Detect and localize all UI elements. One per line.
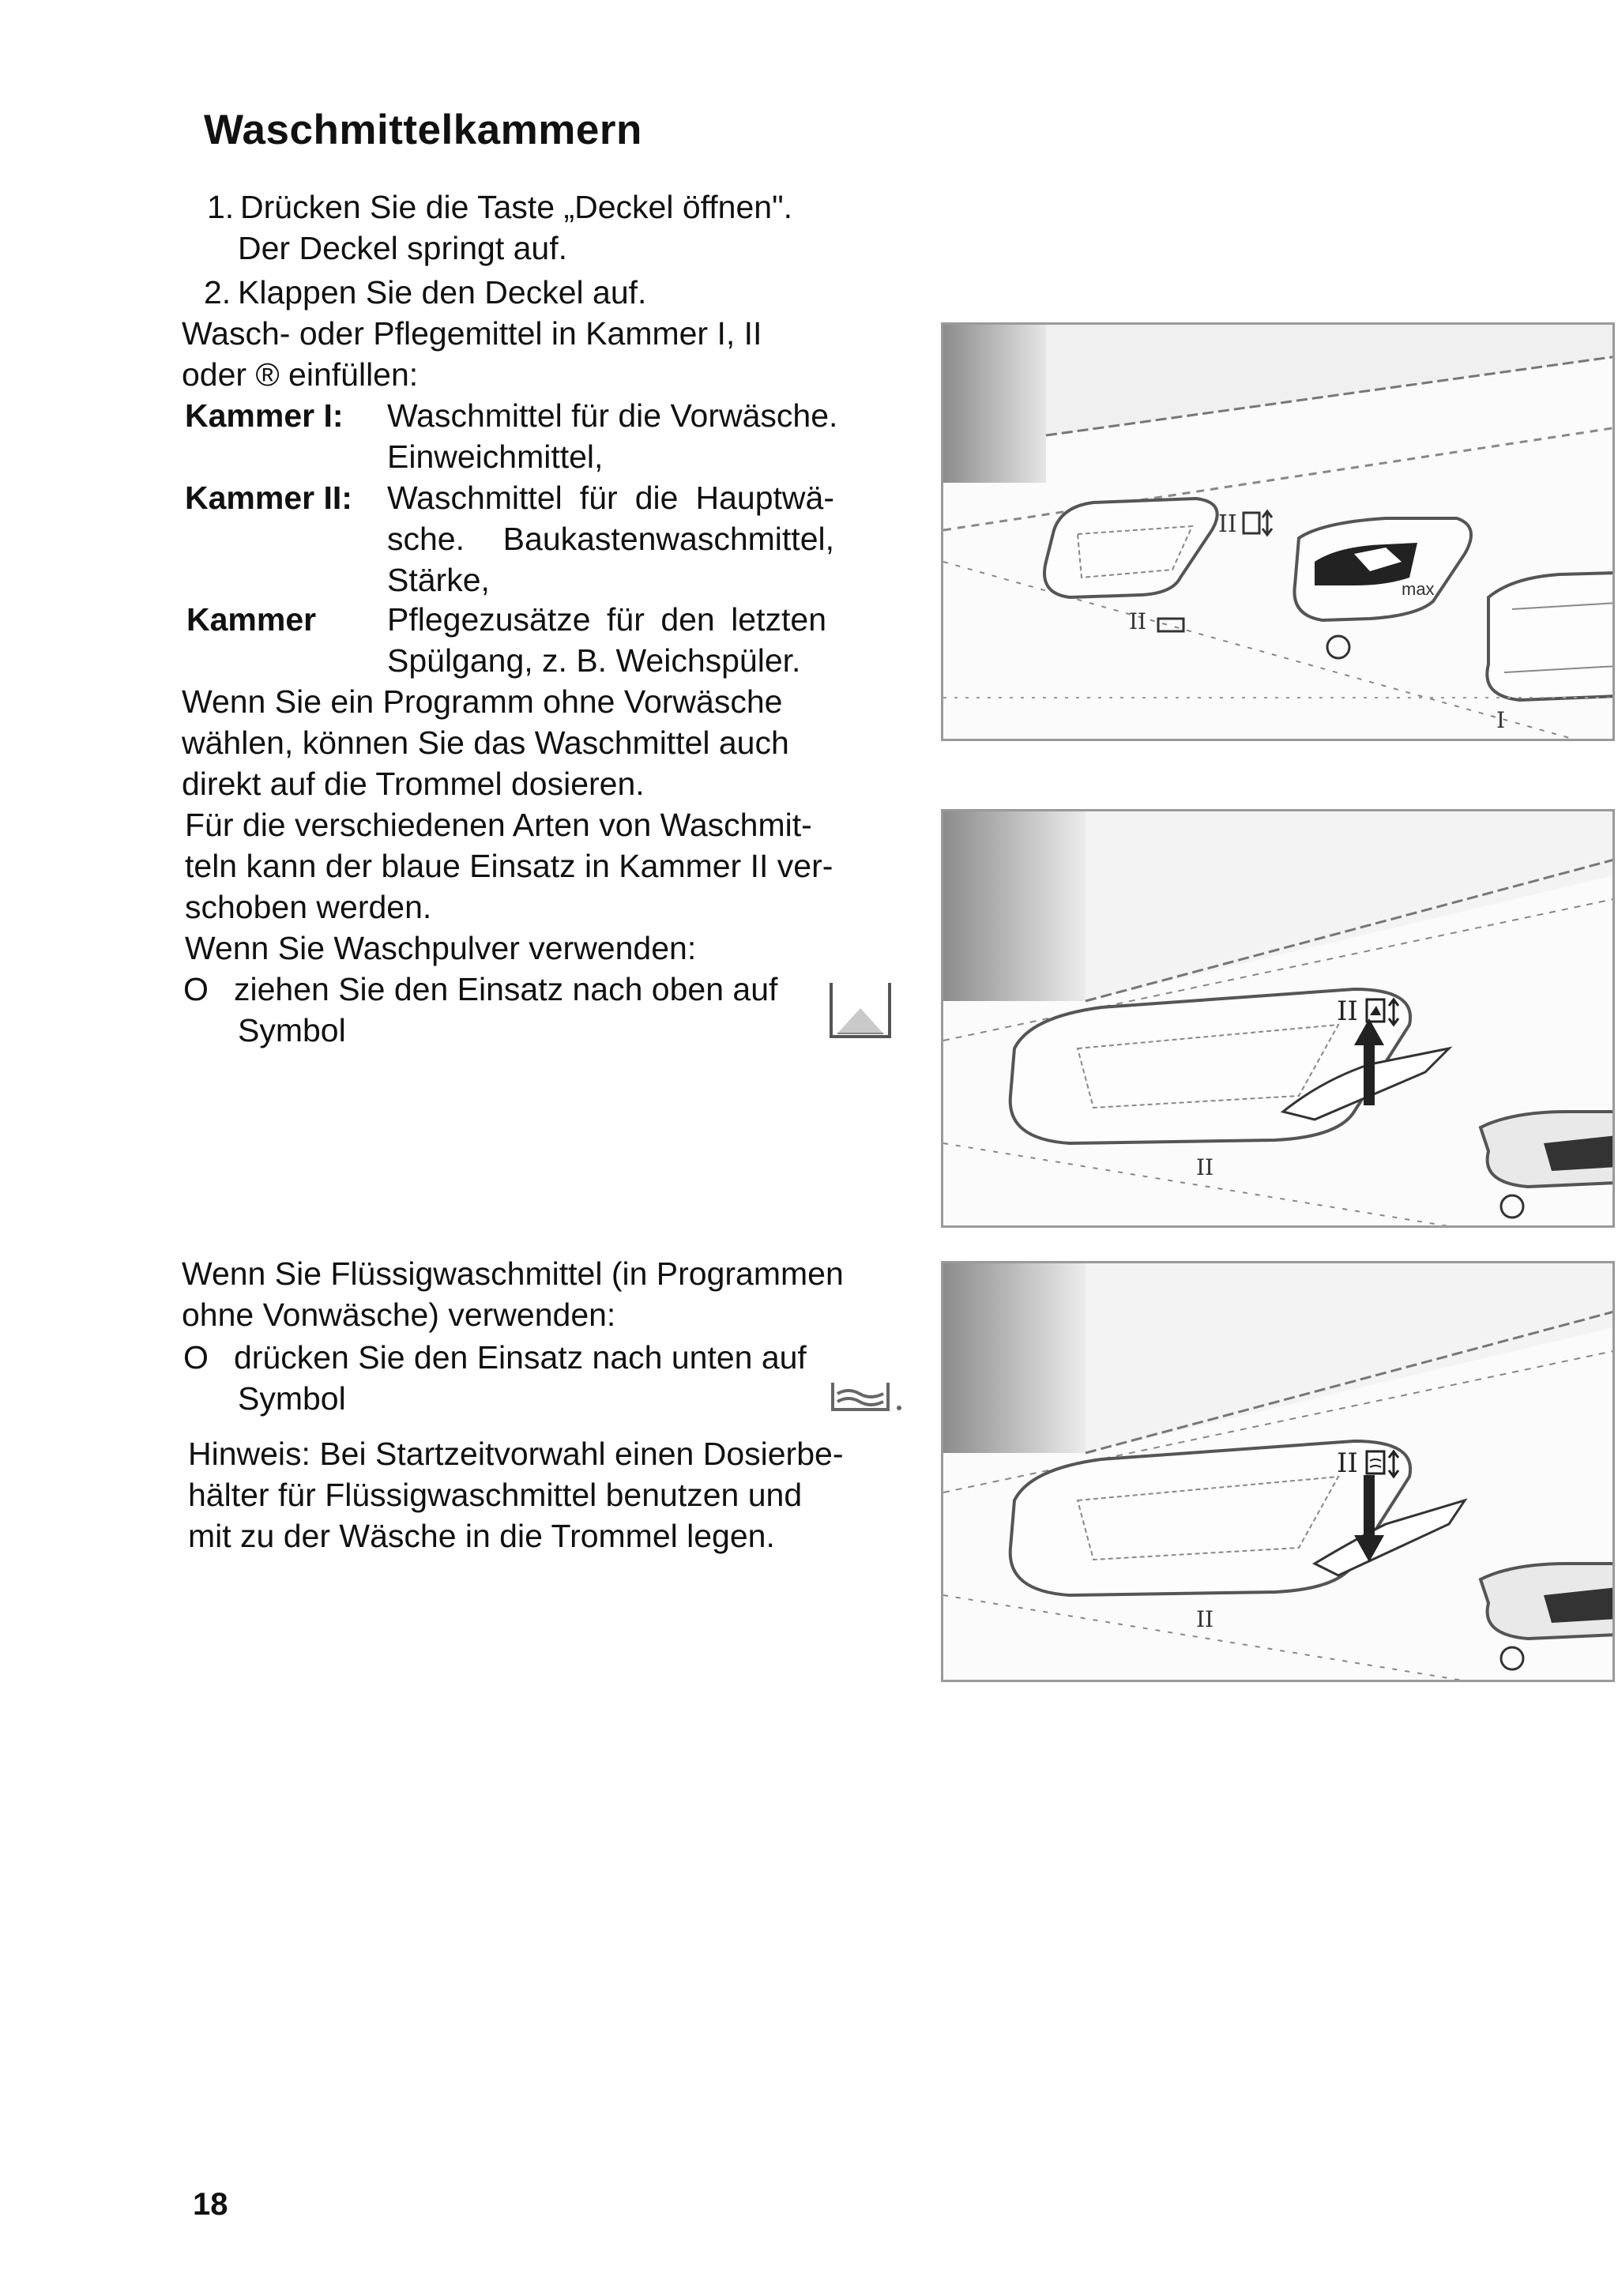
svg-text:II: II: [1196, 1154, 1214, 1180]
chamber-3-line-1: Pflegezusätze für den letzten: [387, 601, 826, 638]
chamber-1-label: Kammer I:: [185, 397, 344, 434]
powder-symbol-icon: [826, 978, 894, 1041]
step-2-line-1: Klappen Sie den Deckel auf.: [238, 274, 647, 311]
no-prewash-line-1: Wenn Sie ein Programm ohne Vorwäsche: [182, 683, 783, 720]
liquid-line-1: drücken Sie den Einsatz nach unten auf: [234, 1339, 807, 1376]
intro-line-1: Wasch- oder Pflegemittel in Kammer I, II: [182, 315, 762, 352]
chamber-3-line-2: Spülgang, z. B. Weichspüler.: [387, 642, 801, 679]
step-2-number: 2.: [204, 274, 231, 311]
chamber-2-line-2: sche. Baukastenwaschmittel,: [387, 521, 834, 557]
svg-text:II: II: [1129, 608, 1147, 634]
page-number: 18: [193, 2187, 228, 2222]
svg-text:II: II: [1337, 1447, 1358, 1479]
chamber-2-line-1: Waschmittel für die Hauptwä-: [387, 480, 834, 516]
svg-text:I: I: [1496, 707, 1506, 733]
figure-drawer-overview: [941, 322, 1615, 741]
chamber-1-line-1: Waschmittel für die Vorwäsche.: [387, 397, 838, 434]
hint-line-3: mit zu der Wäsche in die Trommel legen.: [188, 1518, 775, 1554]
step-1-line-2: Der Deckel springt auf.: [238, 230, 568, 266]
liquid-intro-line-2: ohne Vonwäsche) verwenden:: [182, 1297, 616, 1333]
liquid-bullet: O: [183, 1339, 209, 1376]
hint-line-2: hälter für Flüssigwaschmittel benutzen und: [188, 1477, 803, 1513]
hint-line-1: Hinweis: Bei Startzeitvorwahl einen Dosierbe-: [188, 1436, 844, 1472]
powder-bullet: O: [183, 971, 209, 1007]
liquid-symbol-icon: [826, 1376, 905, 1416]
liquid-intro-line-1: Wenn Sie Flüssigwaschmittel (in Programmen: [182, 1255, 844, 1292]
insert-line-2: teln kann der blaue Einsatz in Kammer II ver-: [185, 848, 833, 884]
insert-line-3: schoben werden.: [185, 889, 432, 925]
max-label: max: [1402, 579, 1435, 599]
figure-insert-up: [941, 809, 1615, 1228]
powder-line-2: Symbol: [238, 1012, 346, 1048]
step-1-number: 1.: [207, 189, 235, 225]
page-title: Waschmittelkammern: [204, 107, 642, 153]
svg-text:II: II: [1337, 996, 1358, 1027]
no-prewash-line-3: direkt auf die Trommel dosieren.: [182, 766, 645, 802]
chamber-2-line-3: Stärke,: [387, 562, 490, 598]
no-prewash-line-2: wählen, können Sie das Waschmittel auch: [182, 725, 789, 761]
step-1-line-1: Drücken Sie die Taste „Deckel öffnen".: [240, 189, 793, 225]
intro-line-2: oder ® einfüllen:: [182, 356, 419, 393]
svg-text:II: II: [1196, 1606, 1214, 1632]
chamber-3-label: Kammer: [186, 601, 317, 638]
powder-intro: Wenn Sie Waschpulver verwenden:: [185, 930, 697, 966]
liquid-line-2: Symbol: [238, 1380, 346, 1417]
chamber-2-label: Kammer II:: [185, 480, 352, 516]
figure-insert-down: [941, 1261, 1615, 1682]
insert-line-1: Für die verschiedenen Arten von Waschmit-: [185, 807, 812, 843]
powder-line-1: ziehen Sie den Einsatz nach oben auf: [234, 971, 778, 1007]
compartment-ii-mark: II: [1218, 510, 1237, 538]
chamber-1-line-2: Einweichmittel,: [387, 438, 604, 475]
